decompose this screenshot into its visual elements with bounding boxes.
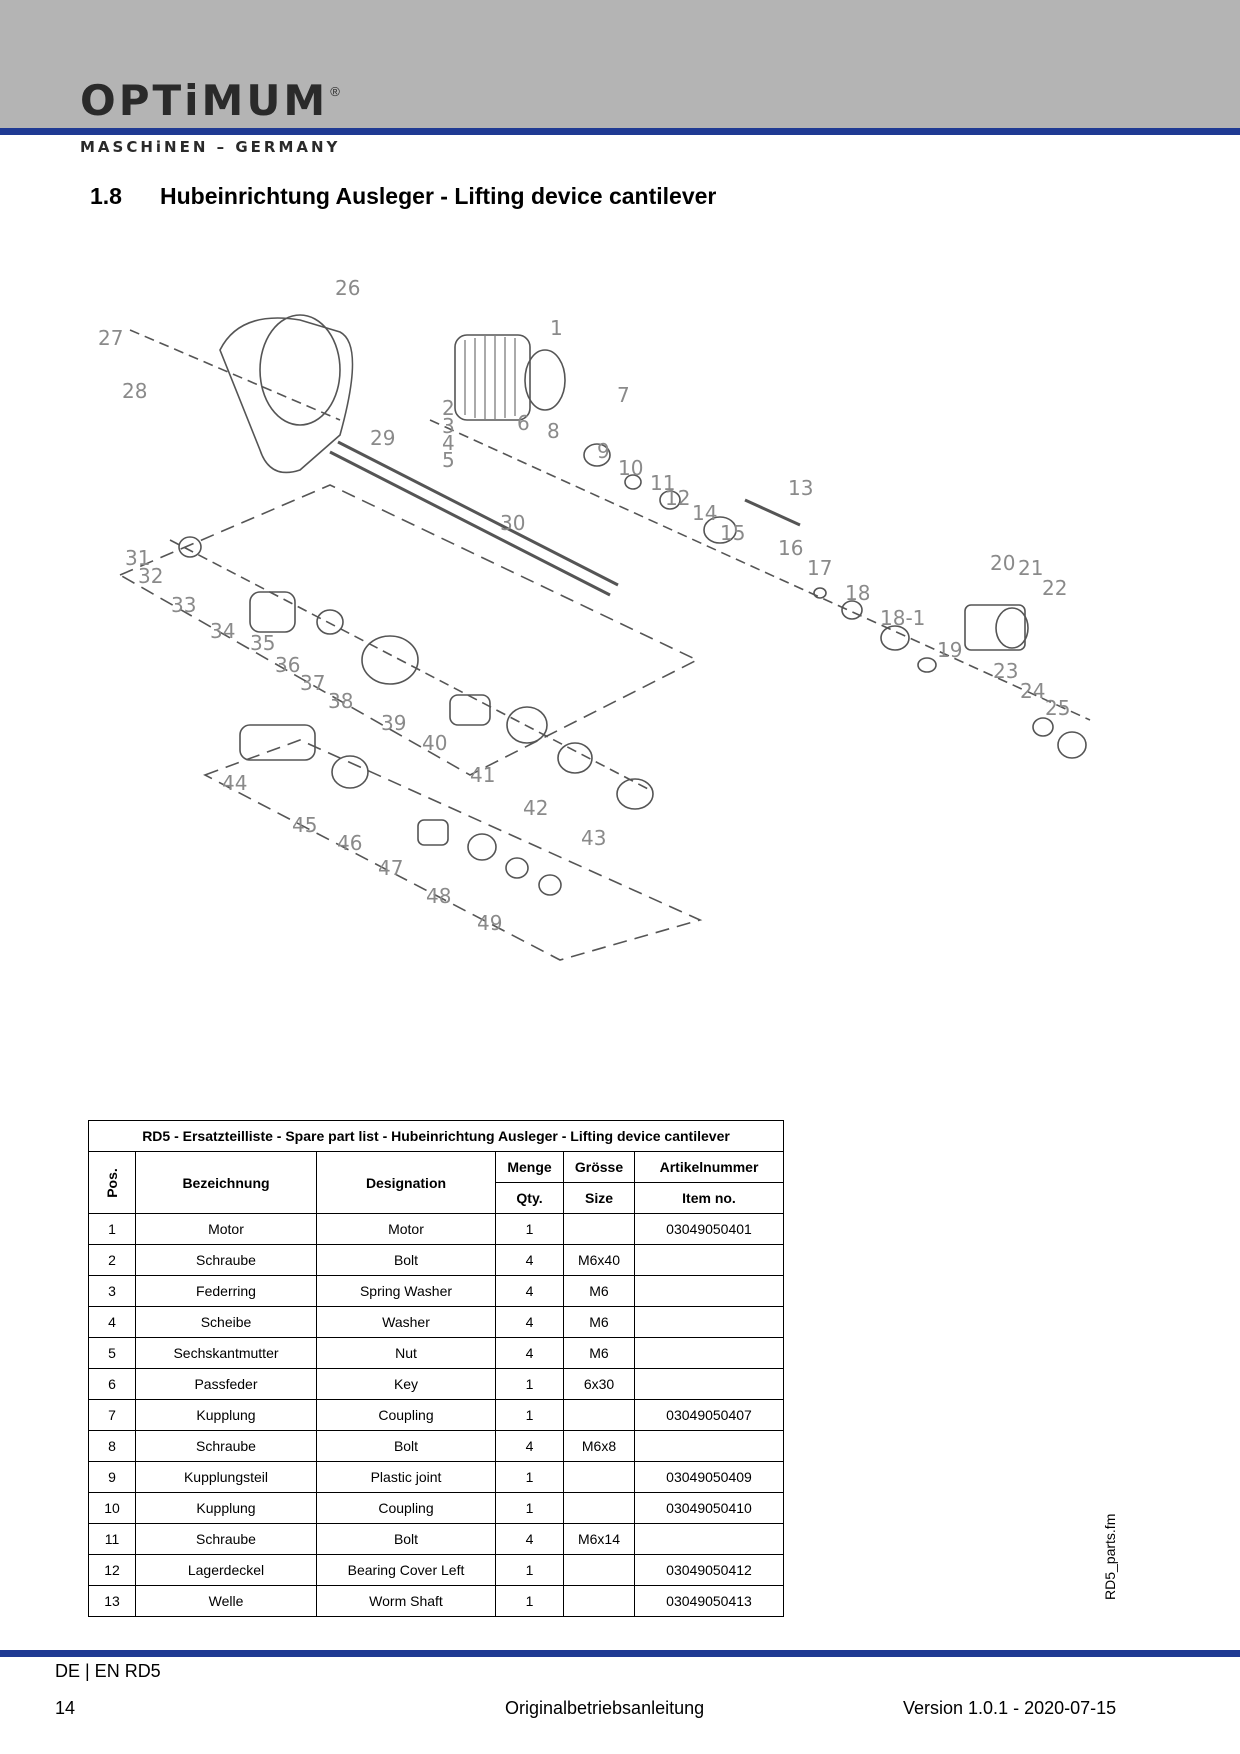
sleeve-part — [250, 592, 295, 632]
cell-qty: 1 — [496, 1214, 564, 1245]
callout-label: 29 — [370, 426, 396, 450]
cell-size — [564, 1493, 635, 1524]
cell-item-no — [635, 1524, 784, 1555]
footer-language-model: DE | EN RD5 — [55, 1661, 161, 1681]
cell-item-no — [635, 1245, 784, 1276]
cell-pos: 4 — [89, 1307, 136, 1338]
cell-bezeichnung: Schraube — [136, 1431, 317, 1462]
callout-label: 22 — [1042, 576, 1068, 600]
header-designation: Designation — [317, 1152, 496, 1214]
page-number: 14 — [55, 1698, 76, 1718]
cell-pos: 7 — [89, 1400, 136, 1431]
cell-bezeichnung: Kupplung — [136, 1400, 317, 1431]
header-item-no: Item no. — [635, 1183, 784, 1214]
cell-qty: 1 — [496, 1586, 564, 1617]
shaft-part — [330, 452, 610, 595]
cell-pos: 8 — [89, 1431, 136, 1462]
callout-label: 11 — [650, 471, 676, 495]
section-title — [90, 183, 716, 210]
cell-designation: Worm Shaft — [317, 1586, 496, 1617]
cell-designation: Key — [317, 1369, 496, 1400]
cell-bezeichnung: Federring — [136, 1276, 317, 1307]
cell-qty: 1 — [496, 1400, 564, 1431]
callout-label: 23 — [993, 659, 1019, 683]
callout-label: 42 — [523, 796, 549, 820]
callout-label: 27 — [98, 326, 124, 350]
footer-document-type: Originalbetriebsanleitung — [505, 1698, 705, 1718]
cell-designation: Coupling — [317, 1400, 496, 1431]
cell-size: M6 — [564, 1338, 635, 1369]
section-number: 1.8 — [90, 183, 122, 209]
callout-label: 39 — [381, 711, 407, 735]
cell-designation: Bolt — [317, 1431, 496, 1462]
table-row — [89, 1307, 784, 1338]
source-file-label: RD5_parts.fm — [1102, 1513, 1118, 1600]
spindle-part — [240, 725, 315, 760]
table-row — [89, 1214, 784, 1245]
worm-shaft-part — [745, 500, 800, 525]
cell-item-no — [635, 1276, 784, 1307]
cell-pos: 12 — [89, 1555, 136, 1586]
cell-qty: 4 — [496, 1307, 564, 1338]
callout-label: 28 — [122, 379, 148, 403]
callout-label: 43 — [581, 826, 607, 850]
callout-label: 30 — [500, 511, 526, 535]
cell-item-no — [635, 1431, 784, 1462]
cell-size: M6x8 — [564, 1431, 635, 1462]
callout-label: 37 — [300, 671, 326, 695]
cell-designation: Plastic joint — [317, 1462, 496, 1493]
bearing-part — [507, 707, 547, 743]
callout-label: 17 — [807, 556, 833, 580]
cell-bezeichnung: Kupplungsteil — [136, 1462, 317, 1493]
callout-label: 4 — [442, 431, 455, 455]
cell-size: M6 — [564, 1276, 635, 1307]
cell-size — [564, 1586, 635, 1617]
cell-designation: Bolt — [317, 1245, 496, 1276]
callout-label: 26 — [335, 276, 361, 300]
table-row — [89, 1400, 784, 1431]
header-groesse: Grösse — [564, 1152, 635, 1183]
brand-logo — [80, 76, 340, 130]
callout-label: 45 — [292, 813, 318, 837]
cell-bezeichnung: Kupplung — [136, 1493, 317, 1524]
cell-size — [564, 1214, 635, 1245]
cell-designation: Washer — [317, 1307, 496, 1338]
cell-pos: 3 — [89, 1276, 136, 1307]
callout-label: 38 — [328, 689, 354, 713]
footer-rule — [0, 1650, 1240, 1657]
cell-pos: 2 — [89, 1245, 136, 1276]
assembly-outline-upper — [120, 485, 697, 775]
gear-part — [332, 756, 368, 788]
callout-label: 16 — [778, 536, 804, 560]
housing-bore — [260, 315, 340, 425]
callout-label: 48 — [426, 884, 452, 908]
table-row — [89, 1245, 784, 1276]
cell-size — [564, 1555, 635, 1586]
callout-label: 20 — [990, 551, 1016, 575]
cell-designation: Motor — [317, 1214, 496, 1245]
cell-item-no — [635, 1338, 784, 1369]
cell-item-no: 03049050407 — [635, 1400, 784, 1431]
callout-label: 36 — [275, 653, 301, 677]
gearbox-part — [965, 605, 1025, 650]
callout-label: 12 — [665, 486, 691, 510]
cell-designation: Bearing Cover Left — [317, 1555, 496, 1586]
callout-label: 9 — [597, 439, 610, 463]
callout-label: 13 — [788, 476, 814, 500]
header-pos: Pos. — [89, 1152, 136, 1214]
callout-label: 1 — [550, 316, 563, 340]
callout-label: 8 — [547, 419, 560, 443]
assembly-outline-lower — [205, 740, 700, 960]
footer-version: Version 1.0.1 - 2020-07-15 — [903, 1698, 1117, 1718]
cell-bezeichnung: Welle — [136, 1586, 317, 1617]
callout-label: 25 — [1045, 696, 1071, 720]
cell-qty: 4 — [496, 1276, 564, 1307]
cell-qty: 1 — [496, 1493, 564, 1524]
housing-part — [220, 318, 353, 473]
section-heading: Hubeinrichtung Ausleger - Lifting device cantilever — [160, 183, 717, 209]
motor-flange — [525, 350, 565, 410]
cell-bezeichnung: Motor — [136, 1214, 317, 1245]
cell-item-no: 03049050413 — [635, 1586, 784, 1617]
cell-designation: Spring Washer — [317, 1276, 496, 1307]
callout-label: 19 — [937, 638, 963, 662]
callout-label: 33 — [171, 593, 197, 617]
cell-designation: Bolt — [317, 1524, 496, 1555]
cell-qty: 4 — [496, 1245, 564, 1276]
cell-qty: 4 — [496, 1524, 564, 1555]
table-row — [89, 1369, 784, 1400]
callout-label: 18-1 — [880, 606, 926, 630]
brand-tagline: MASCHiNEN – GERMANY — [80, 138, 341, 156]
cell-qty: 4 — [496, 1431, 564, 1462]
callout-label: 24 — [1020, 679, 1046, 703]
cell-bezeichnung: Sechskantmutter — [136, 1338, 317, 1369]
callout-label: 18 — [845, 581, 871, 605]
table-row — [89, 1431, 784, 1462]
cell-item-no — [635, 1307, 784, 1338]
motor-part — [455, 335, 530, 420]
callout-label: 44 — [222, 771, 248, 795]
cell-item-no: 03049050401 — [635, 1214, 784, 1245]
cell-item-no: 03049050412 — [635, 1555, 784, 1586]
callout-label: 2 — [442, 396, 455, 420]
header-qty: Qty. — [496, 1183, 564, 1214]
brand-wordmark: OPTiMUM — [80, 76, 329, 125]
table-row — [89, 1555, 784, 1586]
callout-label: 14 — [692, 501, 718, 525]
header-bezeichnung: Bezeichnung — [136, 1152, 317, 1214]
cell-pos: 10 — [89, 1493, 136, 1524]
header-size: Size — [564, 1183, 635, 1214]
callout-label: 34 — [210, 619, 236, 643]
cell-pos: 6 — [89, 1369, 136, 1400]
callout-label: 6 — [517, 411, 530, 435]
cell-size — [564, 1400, 635, 1431]
callout-label: 15 — [720, 521, 746, 545]
callout-label: 7 — [617, 383, 630, 407]
callout-label: 40 — [422, 731, 448, 755]
cell-size: M6x40 — [564, 1245, 635, 1276]
spare-parts-table — [88, 1120, 784, 1617]
callout-label: 21 — [1018, 556, 1044, 580]
callout-label: 35 — [250, 631, 276, 655]
cell-bezeichnung: Passfeder — [136, 1369, 317, 1400]
callout-label: 10 — [618, 456, 644, 480]
cell-size: 6x30 — [564, 1369, 635, 1400]
cell-qty: 1 — [496, 1369, 564, 1400]
axis-line — [130, 330, 340, 420]
cell-bezeichnung: Schraube — [136, 1245, 317, 1276]
table-row — [89, 1493, 784, 1524]
registered-mark: ® — [330, 84, 340, 99]
table-caption: RD5 - Ersatzteilliste - Spare part list - Hubeinrichtung Ausleger - Lifting device cantilever — [89, 1121, 784, 1152]
callout-label: 31 — [125, 546, 151, 570]
table-row — [89, 1524, 784, 1555]
table-row — [89, 1462, 784, 1493]
diagram-svg — [0, 220, 1240, 1100]
cell-bezeichnung: Scheibe — [136, 1307, 317, 1338]
cell-item-no: 03049050410 — [635, 1493, 784, 1524]
cell-bezeichnung: Lagerdeckel — [136, 1555, 317, 1586]
callout-label: 3 — [442, 414, 455, 438]
cell-size: M6x14 — [564, 1524, 635, 1555]
exploded-parts-diagram — [0, 220, 1240, 1100]
flange-part — [362, 636, 418, 684]
callout-label: 41 — [470, 763, 496, 787]
callout-label: 47 — [378, 856, 404, 880]
cell-size: M6 — [564, 1307, 635, 1338]
table-row — [89, 1276, 784, 1307]
callout-label: 5 — [442, 448, 455, 472]
table-row — [89, 1586, 784, 1617]
cell-pos: 11 — [89, 1524, 136, 1555]
cell-qty: 1 — [496, 1462, 564, 1493]
cell-pos: 9 — [89, 1462, 136, 1493]
cell-pos: 5 — [89, 1338, 136, 1369]
cell-qty: 4 — [496, 1338, 564, 1369]
cell-pos: 13 — [89, 1586, 136, 1617]
cell-qty: 1 — [496, 1555, 564, 1586]
callout-label: 49 — [477, 911, 503, 935]
callout-label: 32 — [138, 564, 164, 588]
cell-pos: 1 — [89, 1214, 136, 1245]
cell-size — [564, 1462, 635, 1493]
callout-label: 46 — [337, 831, 363, 855]
header-menge: Menge — [496, 1152, 564, 1183]
cell-designation: Nut — [317, 1338, 496, 1369]
cell-designation: Coupling — [317, 1493, 496, 1524]
cell-item-no: 03049050409 — [635, 1462, 784, 1493]
cell-bezeichnung: Schraube — [136, 1524, 317, 1555]
table-row — [89, 1338, 784, 1369]
header-artikelnummer: Artikelnummer — [635, 1152, 784, 1183]
cell-item-no — [635, 1369, 784, 1400]
